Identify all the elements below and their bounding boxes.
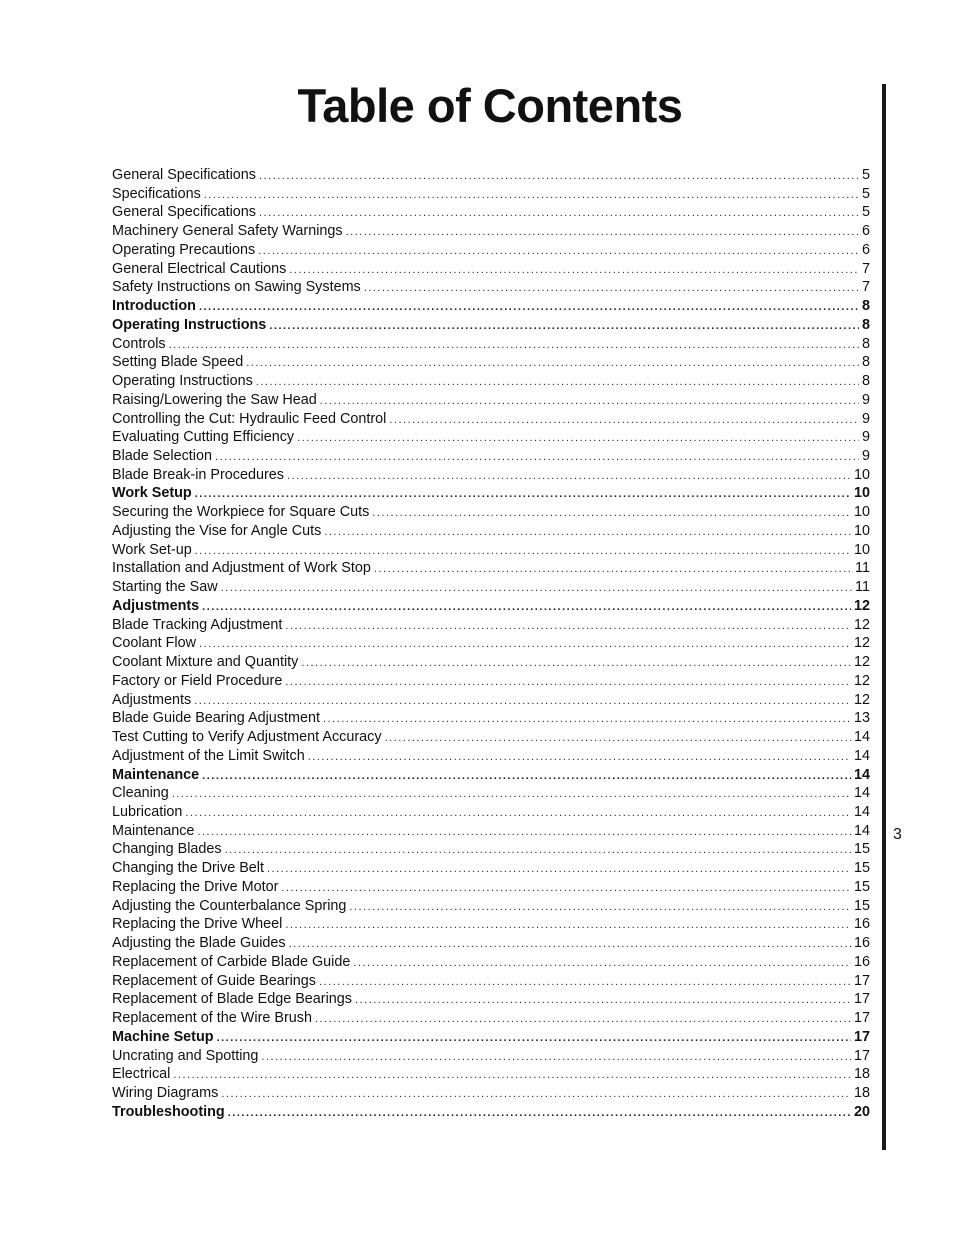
toc-entry-page: 10 [853, 466, 870, 483]
toc-entry[interactable] [112, 278, 870, 297]
dot-leader [297, 429, 859, 448]
toc-entry-page: 20 [853, 1103, 870, 1120]
toc-entry[interactable] [112, 522, 870, 541]
dot-leader [281, 879, 851, 898]
toc-entry-title: Introduction [112, 298, 196, 315]
toc-entry-page: 17 [853, 1028, 870, 1045]
toc-entry-title: Adjustment of the Limit Switch [112, 747, 305, 764]
dot-leader [204, 186, 859, 205]
dot-leader [194, 692, 851, 711]
toc-entry-page: 7 [861, 279, 870, 296]
dot-leader [225, 841, 851, 860]
toc-entry-title: Blade Selection [112, 448, 213, 465]
toc-entry[interactable] [112, 972, 870, 991]
toc-entry[interactable] [112, 822, 870, 841]
toc-entry-page: 8 [861, 335, 870, 352]
toc-entry[interactable] [112, 260, 870, 279]
dot-leader [372, 504, 851, 523]
toc-entry[interactable] [112, 953, 870, 972]
dot-leader [374, 560, 852, 579]
dot-leader [301, 654, 851, 673]
toc-entry[interactable] [112, 391, 870, 410]
toc-entry-page: 12 [853, 672, 870, 689]
dot-leader [199, 635, 851, 654]
toc-entry-title: Starting the Saw [112, 579, 218, 596]
toc-entry-title: Adjusting the Counterbalance Spring [112, 897, 347, 914]
dot-leader [215, 448, 859, 467]
toc-entry-title: General Electrical Cautions [112, 260, 287, 277]
toc-entry-title: Machine Setup [112, 1028, 214, 1045]
toc-entry-title: Raising/Lowering the Saw Head [112, 391, 317, 408]
toc-entry-page: 8 [861, 316, 870, 333]
toc-entry-title: Replacement of Carbide Blade Guide [112, 953, 351, 970]
dot-leader [389, 411, 859, 430]
toc-entry[interactable] [112, 616, 870, 635]
toc-entry[interactable] [112, 428, 870, 447]
toc-entry-title: Cleaning [112, 785, 169, 802]
toc-entry[interactable] [112, 915, 870, 934]
toc-entry-page: 16 [853, 935, 870, 952]
toc-entry-page: 6 [861, 241, 870, 258]
toc-entry-page: 9 [861, 429, 870, 446]
toc-entry-title: Operating Precautions [112, 241, 256, 258]
toc-entry[interactable] [112, 222, 870, 241]
toc-entry-page: 14 [853, 766, 870, 783]
dot-leader [324, 523, 851, 542]
toc-entry-page: 11 [855, 579, 870, 596]
toc-entry-page: 17 [853, 1047, 870, 1064]
toc-entry[interactable] [112, 803, 870, 822]
toc-entry-title: Blade Tracking Adjustment [112, 616, 283, 633]
toc-entry-title: Specifications [112, 185, 201, 202]
toc-entry-page: 18 [853, 1066, 870, 1083]
dot-leader [308, 748, 851, 767]
toc-entry-title: General Specifications [112, 204, 256, 221]
toc-entry-title: Troubleshooting [112, 1103, 225, 1120]
toc-entry[interactable] [112, 672, 870, 691]
dot-leader [202, 598, 851, 617]
toc-entry-title: Evaluating Cutting Efficiency [112, 429, 295, 446]
toc-entry-page: 8 [861, 298, 870, 315]
toc-entry[interactable] [112, 878, 870, 897]
toc-entry-page: 18 [853, 1084, 870, 1101]
dot-leader [195, 485, 851, 504]
toc-entry-page: 14 [853, 803, 870, 820]
toc-entry-title: Work Set-up [112, 541, 192, 558]
dot-leader [285, 673, 851, 692]
toc-entry[interactable] [112, 447, 870, 466]
dot-leader [169, 336, 859, 355]
dot-leader [256, 373, 859, 392]
toc-entry-title: Blade Break-in Procedures [112, 466, 284, 483]
toc-entry[interactable] [112, 578, 870, 597]
dot-leader [323, 710, 851, 729]
toc-entry[interactable] [112, 691, 870, 710]
dot-leader [320, 392, 859, 411]
toc-entry-title: Electrical [112, 1066, 171, 1083]
toc-entry-page: 5 [861, 204, 870, 221]
dot-leader [315, 1010, 851, 1029]
toc-entry-title: Work Setup [112, 485, 192, 502]
toc-entry-page: 16 [853, 953, 870, 970]
dot-leader [346, 223, 859, 242]
toc-entry-page: 10 [853, 541, 870, 558]
toc-entry[interactable] [112, 897, 870, 916]
toc-entry-page: 12 [853, 597, 870, 614]
toc-entry-page: 14 [853, 785, 870, 802]
dot-leader [173, 1066, 851, 1085]
toc-entry-title: Controls [112, 335, 166, 352]
toc-section-entry[interactable] [112, 1103, 870, 1122]
dot-leader [228, 1104, 851, 1123]
toc-entry-title: Controlling the Cut: Hydraulic Feed Control [112, 410, 387, 427]
page-number: 3 [893, 826, 902, 843]
toc-entry-page: 15 [853, 841, 870, 858]
toc-list [112, 166, 870, 1121]
toc-entry-title: Changing the Drive Belt [112, 860, 264, 877]
toc-entry[interactable] [112, 1009, 870, 1028]
page-title: Table of Contents [297, 79, 683, 132]
toc-entry[interactable] [112, 372, 870, 391]
toc-entry-page: 14 [853, 822, 870, 839]
toc-entry-page: 17 [853, 1010, 870, 1027]
toc-entry-title: Test Cutting to Verify Adjustment Accuracy [112, 729, 382, 746]
toc-entry-page: 17 [853, 991, 870, 1008]
toc-entry[interactable] [112, 634, 870, 653]
toc-entry-title: Factory or Field Procedure [112, 672, 283, 689]
dot-leader [258, 242, 859, 261]
toc-entry-page: 6 [861, 223, 870, 240]
dot-leader [364, 279, 859, 298]
toc-entry[interactable] [112, 335, 870, 354]
toc-entry-title: Securing the Workpiece for Square Cuts [112, 504, 370, 521]
toc-entry-title: Operating Instructions [112, 373, 253, 390]
toc-entry-title: Replacement of Blade Edge Bearings [112, 991, 352, 1008]
toc-entry-page: 12 [853, 691, 870, 708]
toc-section-entry[interactable] [112, 597, 870, 616]
dot-leader [261, 1048, 851, 1067]
toc-entry[interactable] [112, 728, 870, 747]
toc-entry-page: 8 [861, 373, 870, 390]
dot-leader [172, 785, 851, 804]
toc-entry-title: Operating Instructions [112, 316, 267, 333]
toc-entry[interactable] [112, 166, 870, 185]
toc-entry[interactable] [112, 241, 870, 260]
toc-entry-title: Replacement of Guide Bearings [112, 972, 316, 989]
vertical-rule [882, 84, 886, 1150]
dot-leader [285, 916, 851, 935]
toc-entry[interactable] [112, 541, 870, 560]
toc-entry-page: 12 [853, 654, 870, 671]
toc-entry-title: Adjusting the Vise for Angle Cuts [112, 522, 322, 539]
toc-entry[interactable] [112, 990, 870, 1009]
dot-leader [289, 935, 851, 954]
dot-leader [285, 617, 851, 636]
dot-leader [319, 973, 851, 992]
toc-entry[interactable] [112, 653, 870, 672]
toc-entry-page: 15 [853, 897, 870, 914]
toc-entry-title: Uncrating and Spotting [112, 1047, 259, 1064]
toc-entry-page: 17 [853, 972, 870, 989]
dot-leader [185, 804, 851, 823]
toc-entry-title: Blade Guide Bearing Adjustment [112, 710, 320, 727]
toc-section-entry[interactable] [112, 484, 870, 503]
dot-leader [197, 823, 851, 842]
dot-leader [217, 1029, 851, 1048]
toc-entry-title: Adjustments [112, 691, 192, 708]
toc-entry[interactable] [112, 203, 870, 222]
dot-leader [353, 954, 851, 973]
dot-leader [267, 860, 851, 879]
dot-leader [269, 317, 859, 336]
toc-entry[interactable] [112, 559, 870, 578]
toc-entry-page: 10 [853, 485, 870, 502]
toc-entry-page: 13 [853, 710, 870, 727]
toc-entry-title: Replacing the Drive Motor [112, 878, 279, 895]
toc-entry-title: Machinery General Safety Warnings [112, 223, 343, 240]
toc-entry[interactable] [112, 934, 870, 953]
toc-entry-page: 10 [853, 522, 870, 539]
toc-entry-title: Adjustments [112, 597, 200, 614]
toc-entry[interactable] [112, 1084, 870, 1103]
toc-entry-title: Installation and Adjustment of Work Stop [112, 560, 371, 577]
toc-entry-page: 11 [855, 560, 870, 577]
toc-entry-page: 15 [853, 878, 870, 895]
dot-leader [199, 298, 859, 317]
toc-entry[interactable] [112, 709, 870, 728]
dot-leader [289, 261, 859, 280]
toc-entry[interactable] [112, 784, 870, 803]
toc-entry-title: Wiring Diagrams [112, 1084, 219, 1101]
toc-entry-page: 14 [853, 729, 870, 746]
toc-entry[interactable] [112, 503, 870, 522]
toc-entry-page: 8 [861, 354, 870, 371]
toc-entry[interactable] [112, 410, 870, 429]
toc-section-entry[interactable] [112, 297, 870, 316]
dot-leader [246, 354, 859, 373]
dot-leader [287, 467, 851, 486]
toc-entry-page: 14 [853, 747, 870, 764]
toc-entry-page: 12 [853, 616, 870, 633]
toc-entry-title: Setting Blade Speed [112, 354, 244, 371]
toc-section-entry[interactable] [112, 1028, 870, 1047]
toc-entry-title: Coolant Mixture and Quantity [112, 654, 299, 671]
toc-entry-title: Safety Instructions on Sawing Systems [112, 279, 361, 296]
toc-entry-page: 16 [853, 916, 870, 933]
toc-entry-title: Lubrication [112, 803, 183, 820]
toc-entry-title: General Specifications [112, 167, 256, 183]
toc-entry-page: 15 [853, 860, 870, 877]
toc-entry[interactable] [112, 859, 870, 878]
toc-entry[interactable] [112, 747, 870, 766]
dot-leader [259, 167, 859, 186]
toc-entry-page: 5 [861, 167, 870, 183]
toc-entry-page: 9 [861, 410, 870, 427]
toc-entry-title: Adjusting the Blade Guides [112, 935, 286, 952]
toc-entry-title: Replacement of the Wire Brush [112, 1010, 312, 1027]
toc-section-entry[interactable] [112, 766, 870, 785]
toc-entry[interactable] [112, 466, 870, 485]
toc-entry[interactable] [112, 185, 870, 204]
toc-entry-title: Maintenance [112, 822, 195, 839]
toc-entry[interactable] [112, 840, 870, 859]
dot-leader [221, 579, 852, 598]
dot-leader [385, 729, 851, 748]
toc-entry-page: 7 [861, 260, 870, 277]
toc-entry[interactable] [112, 1065, 870, 1084]
toc-entry-page: 5 [861, 185, 870, 202]
toc-entry-title: Maintenance [112, 766, 200, 783]
dot-leader [195, 542, 851, 561]
dot-leader [221, 1085, 851, 1104]
toc-entry-page: 9 [861, 448, 870, 465]
dot-leader [349, 898, 851, 917]
toc-entry-title: Changing Blades [112, 841, 222, 858]
toc-entry-title: Coolant Flow [112, 635, 196, 652]
dot-leader [202, 767, 851, 786]
toc-section-entry[interactable] [112, 316, 870, 335]
toc-entry-title: Replacing the Drive Wheel [112, 916, 283, 933]
toc-entry[interactable] [112, 353, 870, 372]
toc-entry-page: 10 [853, 504, 870, 521]
toc-entry-page: 12 [853, 635, 870, 652]
toc-entry-page: 9 [861, 391, 870, 408]
toc-entry[interactable] [112, 1047, 870, 1066]
dot-leader [259, 204, 859, 223]
dot-leader [355, 991, 851, 1010]
